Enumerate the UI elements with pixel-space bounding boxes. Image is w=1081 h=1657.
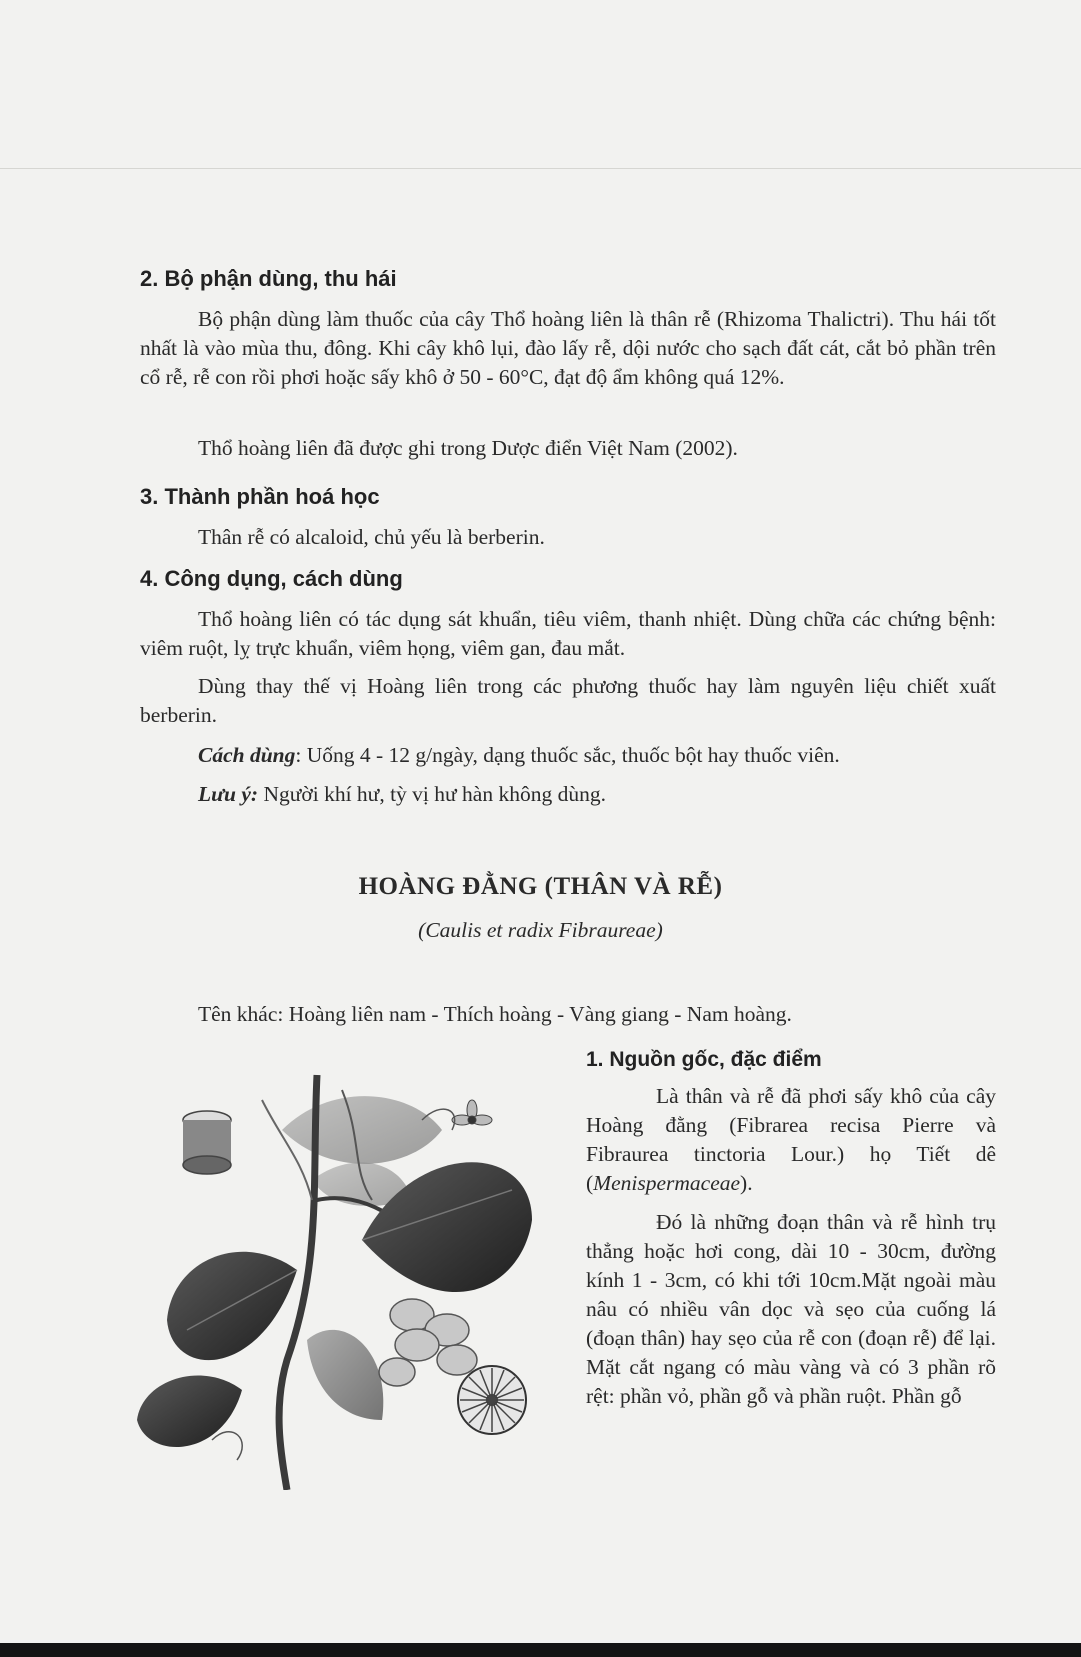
section-2-heading: 2. Bộ phận dùng, thu hái: [140, 266, 397, 291]
section-2-paragraph-2: Thổ hoàng liên đã được ghi trong Dược điển Việt Nam (2002).: [198, 436, 738, 460]
section-4-usage: [140, 741, 996, 770]
origin-p1-a: Là thân và rễ đã phơi sấy khô của cây Hoàng đằng (Fibrarea recisa Pierre và Fibraurea tinctoria Lour.) họ Tiết dê (: [586, 1084, 996, 1195]
section-3-paragraph-1: Thân rễ có alcaloid, chủ yếu là berberin.: [198, 525, 545, 549]
family-name: Menispermaceae: [593, 1171, 741, 1195]
usage-text: : Uống 4 - 12 g/ngày, dạng thuốc sắc, thuốc bột hay thuốc viên.: [295, 743, 840, 767]
origin-heading: 1. Nguồn gốc, đặc điểm: [586, 1048, 822, 1071]
section-4-paragraph-1: Thổ hoàng liên có tác dụng sát khuẩn, tiêu viêm, thanh nhiệt. Dùng chữa các chứng bệnh: viêm ruột, lỵ trực khuẩn, viêm họng, viêm gan, đau mắt.: [140, 607, 996, 660]
page-edge: [0, 168, 1081, 169]
section-2-paragraph-1: [140, 305, 996, 392]
origin-paragraph-2: Đó là những đoạn thân và rễ hình trụ thẳng hoặc hơi cong, dài 10 - 30cm, đường kính 1 - 3cm, có khi tới 10cm.Mặt ngoài màu nâu có nhiều vân dọc và sẹo của cuống lá (đoạn thân) hay sẹo của rễ con (đoạn rễ) để lại. Mặt cắt ngang có màu vàng và có 3 phần rõ rệt: phần vỏ, phần gỗ và phần ruột. Phần gỗ: [586, 1210, 996, 1408]
scan-bottom-edge: [0, 1643, 1081, 1657]
monograph-latin-name: (Caulis et radix Fibraureae): [418, 918, 663, 942]
note-label: Lưu ý:: [198, 782, 259, 806]
section-4-paragraph-2: Dùng thay thế vị Hoàng liên trong các phương thuốc hay làm nguyên liệu chiết xuất berberin.: [140, 674, 996, 727]
section-3-heading: 3. Thành phần hoá học: [140, 484, 380, 509]
usage-label: Cách dùng: [198, 743, 296, 767]
origin-paragraph-1: [586, 1082, 996, 1198]
monograph-title: HOÀNG ĐẰNG (THÂN VÀ RỄ): [358, 873, 723, 900]
note-text: Người khí hư, tỳ vị hư hàn không dùng.: [258, 782, 606, 806]
right-column: [586, 1048, 996, 1411]
origin-p1-b: ).: [740, 1171, 753, 1195]
section-4-heading: 4. Công dụng, cách dùng: [140, 566, 403, 591]
other-names: Tên khác: Hoàng liên nam - Thích hoàng - Vàng giang - Nam hoàng.: [198, 1002, 792, 1026]
section-4-note: [140, 780, 996, 809]
s2-p1-text: Bộ phận dùng làm thuốc của cây Thổ hoàng liên là thân rễ (Rhizoma Thalictri). Thu hái tốt nhất là vào mùa thu, đông. Khi cây khô lụi, đào lấy rễ, dội nước cho sạch đất cát, cắt bỏ phần trên cổ rễ, rễ con rồi phơi hoặc sấy khô ở 50 - 60°C, đạt độ ẩm không quá 12%.: [140, 307, 996, 389]
plant-illustration-icon: [112, 1060, 572, 1490]
